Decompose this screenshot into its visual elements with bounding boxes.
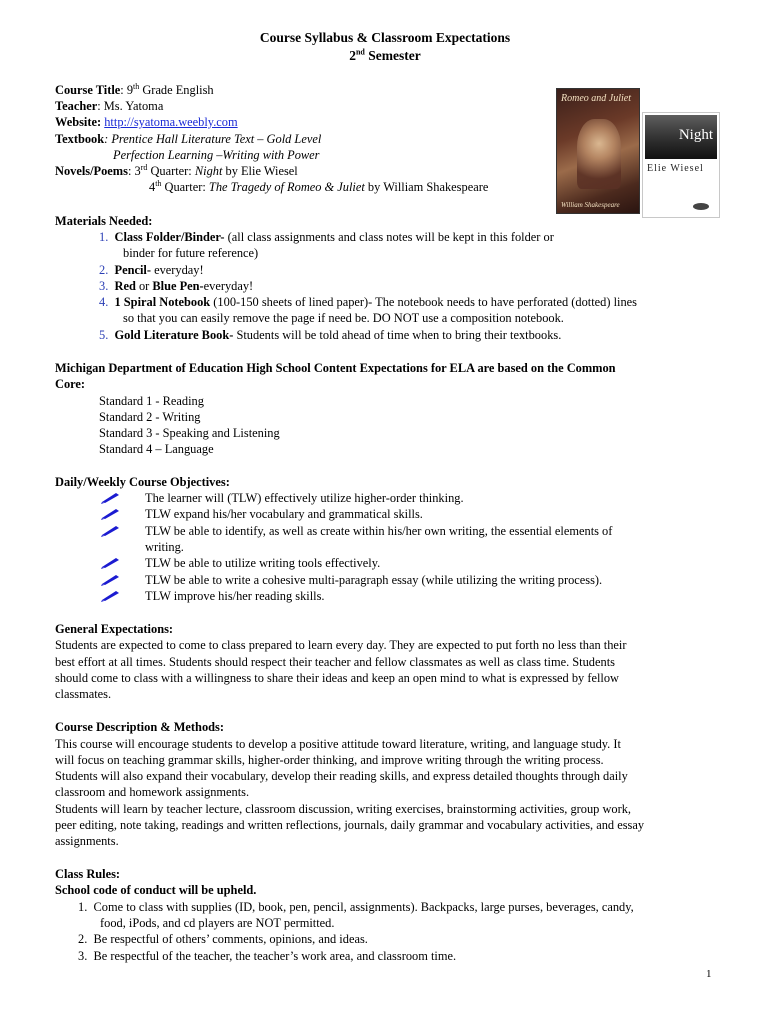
materials-item-1: 1. Class Folder/Binder- (all class assignments and class notes will be kept in this folder or: [99, 230, 554, 244]
romeo-cover-title: Romeo and Juliet: [561, 93, 631, 104]
objectives-heading: Daily/Weekly Course Objectives:: [55, 475, 230, 489]
romeo-cover-author: William Shakespeare: [561, 201, 620, 209]
materials-item-5: 5. Gold Literature Book- Students will be told ahead of time when to bring their textbooks.: [99, 328, 562, 342]
description-text-line: Students will learn by teacher lecture, classroom discussion, writing exercises, brainstorming activities, group work,: [55, 802, 632, 816]
night-cover-title: Night: [678, 127, 713, 143]
page-number: 1: [706, 968, 712, 980]
rule-item-1: 1. Come to class with supplies (ID, book, pen, pencil, assignments). Backpacks, large purses, beverages, candy,: [78, 900, 634, 914]
general-text-line: best effort at all times. Students should respect their teacher and fellow classmates as well as class time. Students: [55, 655, 615, 669]
description-text-line: peer editing, note taking, readings and written reflections, journals, daily grammar and vocabulary activities, and essay: [55, 818, 645, 832]
pen-icon: [100, 490, 122, 504]
materials-item-2: 2. Pencil- everyday!: [99, 263, 204, 277]
standard-item: Standard 3 - Speaking and Listening: [99, 426, 280, 440]
rule-item-1-cont: food, iPods, and cd players are NOT permitted.: [100, 916, 335, 930]
objective-item: TLW improve his/her reading skills.: [145, 589, 325, 603]
standard-item: Standard 1 - Reading: [99, 394, 204, 408]
description-text-line: assignments.: [55, 834, 119, 848]
objective-item: The learner will (TLW) effectively utilize higher-order thinking.: [145, 491, 464, 505]
objective-item: TLW be able to utilize writing tools effectively.: [145, 556, 381, 570]
objective-item: TLW be able to identify, as well as create within his/her own writing, the essential elements of: [145, 524, 613, 538]
rule-item-3: 3. Be respectful of the teacher, the teacher’s work area, and classroom time.: [78, 949, 457, 963]
materials-heading: Materials Needed:: [55, 214, 153, 228]
description-text-line: Students will also expand their vocabulary, develop their reading skills, and express detailed thoughts through daily: [55, 769, 628, 783]
rules-subheading: School code of conduct will be upheld.: [55, 883, 257, 897]
materials-item-4: 4. 1 Spiral Notebook (100-150 sheets of lined paper)- The notebook needs to have perforated (dotted) lines: [99, 295, 637, 309]
novel-line-2: 4th Quarter: The Tragedy of Romeo & Juliet by William Shakespeare: [149, 178, 489, 194]
description-heading: Course Description & Methods:: [55, 720, 224, 734]
pen-icon: [100, 506, 122, 520]
novel-line-1: Novels/Poems: 3rd Quarter: Night by Elie Wiesel: [55, 162, 298, 178]
website-link[interactable]: http://syatoma.weebly.com: [104, 115, 238, 129]
objective-item: TLW expand his/her vocabulary and grammatical skills.: [145, 507, 423, 521]
teacher-line: Teacher: Ms. Yatoma: [55, 99, 164, 113]
general-heading: General Expectations:: [55, 622, 174, 636]
publisher-logo: [693, 203, 709, 210]
general-text-line: Students are expected to come to class prepared to learn every day. They are expected to put forth no less than their: [55, 638, 627, 652]
website-line: Website: http://syatoma.weebly.com: [55, 115, 238, 129]
rule-item-2: 2. Be respectful of others’ comments, opinions, and ideas.: [78, 932, 368, 946]
pen-icon: [100, 588, 122, 602]
textbook-line-2: Perfection Learning –Writing with Power: [113, 148, 320, 162]
page-subtitle: 2nd Semester: [349, 47, 421, 63]
michigan-heading: Michigan Department of Education High School Content Expectations for ELA are based on the Common: [55, 361, 616, 375]
materials-item-1-cont: binder for future reference): [123, 246, 259, 260]
textbook-line: Textbook: Prentice Hall Literature Text – Gold Level: [55, 132, 322, 146]
materials-item-3: 3. Red or Blue Pen-everyday!: [99, 279, 254, 293]
night-cover-author: Elie Wiesel: [647, 163, 704, 174]
description-text-line: This course will encourage students to develop a positive attitude toward literature, writing, and language study. It: [55, 737, 621, 751]
cover-figure: [577, 119, 621, 189]
materials-item-4-cont: so that you can easily remove the page if need be. DO NOT use a composition notebook.: [123, 311, 564, 325]
general-text-line: classmates.: [55, 687, 112, 701]
romeo-juliet-cover-image: [556, 88, 640, 214]
objective-item-cont: writing.: [145, 540, 184, 554]
general-text-line: should come to class with a willingness to share their ideas and keep an open mind to what is expressed by fellow: [55, 671, 619, 685]
objective-item: TLW be able to write a cohesive multi-paragraph essay (while utilizing the writing process).: [145, 573, 603, 587]
page-title: Course Syllabus & Classroom Expectations: [259, 30, 511, 45]
standard-item: Standard 4 – Language: [99, 442, 214, 456]
rules-heading: Class Rules:: [55, 867, 121, 881]
course-title-line: Course Title: 9th Grade English: [55, 81, 214, 97]
description-text-line: will focus on teaching grammar skills, higher-order thinking, and improve writing through the writing process.: [55, 753, 604, 767]
standard-item: Standard 2 - Writing: [99, 410, 201, 424]
night-cover-image: [642, 112, 720, 218]
description-text-line: classroom and homework assignments.: [55, 785, 250, 799]
pen-icon: [100, 523, 122, 537]
pen-icon: [100, 555, 122, 569]
michigan-heading-cont: Core:: [55, 377, 86, 391]
pen-icon: [100, 572, 122, 586]
